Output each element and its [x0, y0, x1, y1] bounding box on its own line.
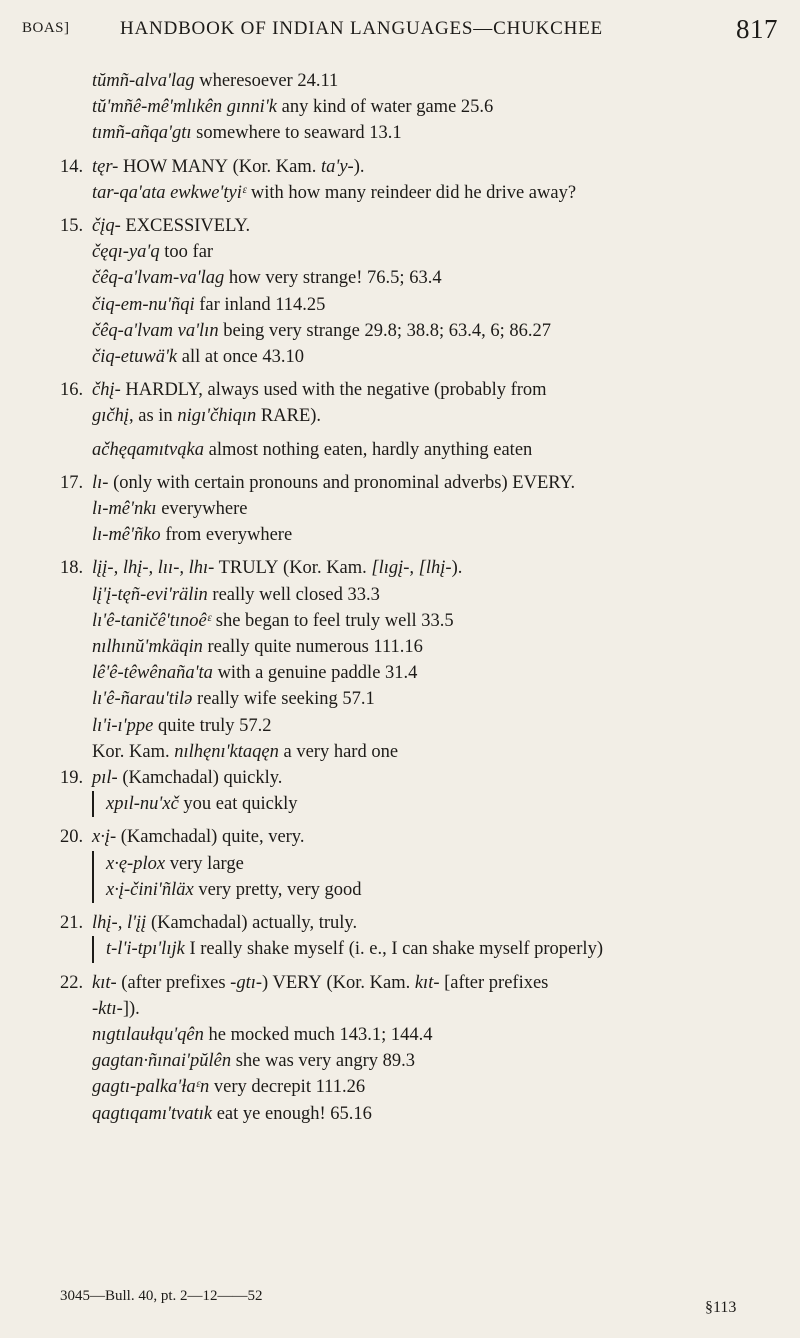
example-line: qagtıqamı'tvatık eat ye enough! 65.16	[92, 1103, 372, 1124]
entry-16: 16. čhį- HARDLY, always used with the negative (probably from	[60, 380, 547, 401]
entry-19: 19. pıl- (Kamchadal) quickly.	[60, 768, 283, 789]
entry-15: 15. čįq- EXCESSIVELY.	[60, 216, 251, 237]
entry-18: 18. lįį-, lhį-, lıı-, lhı- TRULY (Kor. Kam. [lıgį-, [lhį-).	[60, 558, 463, 579]
kamchadal-example-block	[92, 851, 780, 903]
entry-22: 22. kıt- (after prefixes -gtı-) VERY (Kor. Kam. kıt- [after prefixes	[60, 972, 549, 993]
example-line: čiq-em-nu'ñqi far inland 114.25	[92, 294, 326, 315]
example-line: lı'ê-taničê'tınoêᵋ she began to feel truly well 33.5	[92, 610, 454, 631]
example-line: tımñ-añqa'gtı somewhere to seaward 13.1	[92, 123, 402, 144]
running-header	[22, 14, 778, 48]
example-line: x·ę-plox very large	[106, 853, 244, 874]
example-line: nıgtılaułąu'qên he mocked much 143.1; 144.4	[92, 1024, 433, 1045]
entry-21: 21. lhį-, l'įį (Kamchadal) actually, truly.	[60, 913, 358, 934]
section-mark: §113	[705, 1299, 737, 1316]
example-line: lı-mê'ñko from everywhere	[92, 525, 293, 546]
entry-continuation: gıčhį, as in nigı'čhiqın RARE).	[92, 406, 322, 427]
header-title: HANDBOOK OF INDIAN LANGUAGES—CHUKCHEE	[120, 18, 603, 39]
example-line: čiq-etuwä'k all at once 43.10	[92, 347, 305, 368]
example-line: lį'į-tęñ-evi'rälin really well closed 33.3	[92, 584, 380, 605]
example-line: tar-qa'ata ewkwe'tyiᵋ with how many reindeer did he drive away?	[92, 182, 577, 203]
example-line: čêq-a'lvam va'lın being very strange 29.8; 38.8; 63.4, 6; 86.27	[92, 320, 552, 341]
example-line: čęqı-ya'q too far	[92, 242, 214, 263]
example-line: tŭ'mñê-mê'mlıkên gınni'k any kind of water game 25.6	[92, 97, 494, 118]
example-line: lı'ê-ñarau'tilə really wife seeking 57.1	[92, 689, 375, 710]
example-line: t-l'i-tpı'lıjk I really shake myself (i. e., I can shake myself properly)	[106, 939, 603, 960]
example-line: Kor. Kam. nılhęnı'ktaqęn a very hard one	[92, 741, 399, 762]
kamchadal-example-block	[92, 936, 746, 962]
dictionary-body	[60, 68, 780, 1127]
example-line: tŭmñ-alva'lag wheresoever 24.11	[92, 71, 339, 91]
entry-20: 20. x·į- (Kamchadal) quite, very.	[60, 827, 305, 848]
example-line: ačhęqamıtvąka almost nothing eaten, hardly anything eaten	[92, 439, 533, 460]
example-line: lı-mê'nkı everywhere	[92, 499, 248, 520]
header-author: BOAS]	[22, 20, 70, 36]
example-line: gagtı-palka'ɫaᵋn very decrepit 111.26	[92, 1077, 366, 1098]
example-line: nılhınŭ'mkäqin really quite numerous 111.16	[92, 637, 423, 658]
print-imprint: 3045—Bull. 40, pt. 2—12——52	[60, 1288, 263, 1304]
entry-14: 14. tęr- HOW MANY (Kor. Kam. ta'y-).	[60, 156, 365, 177]
page-number: 817	[736, 14, 778, 44]
example-line: čêq-a'lvam-va'lag how very strange! 76.5; 63.4	[92, 268, 442, 289]
example-line: xpıl-nu'xč you eat quickly	[106, 794, 298, 815]
entry-17: 17. lı- (only with certain pronouns and pronominal adverbs) EVERY.	[60, 472, 576, 493]
example-line: x·į-čini'ñläx very pretty, very good	[106, 879, 362, 900]
example-line: gagtan·ñınai'pŭlên she was very angry 89.3	[92, 1051, 416, 1072]
kamchadal-example-block	[92, 791, 780, 817]
example-line: lê'ê-têwênaña'ta with a genuine paddle 31.4	[92, 663, 418, 684]
example-line: lı'i-ı'ppe quite truly 57.2	[92, 715, 272, 736]
entry-continuation: -ktı-]).	[92, 998, 140, 1019]
